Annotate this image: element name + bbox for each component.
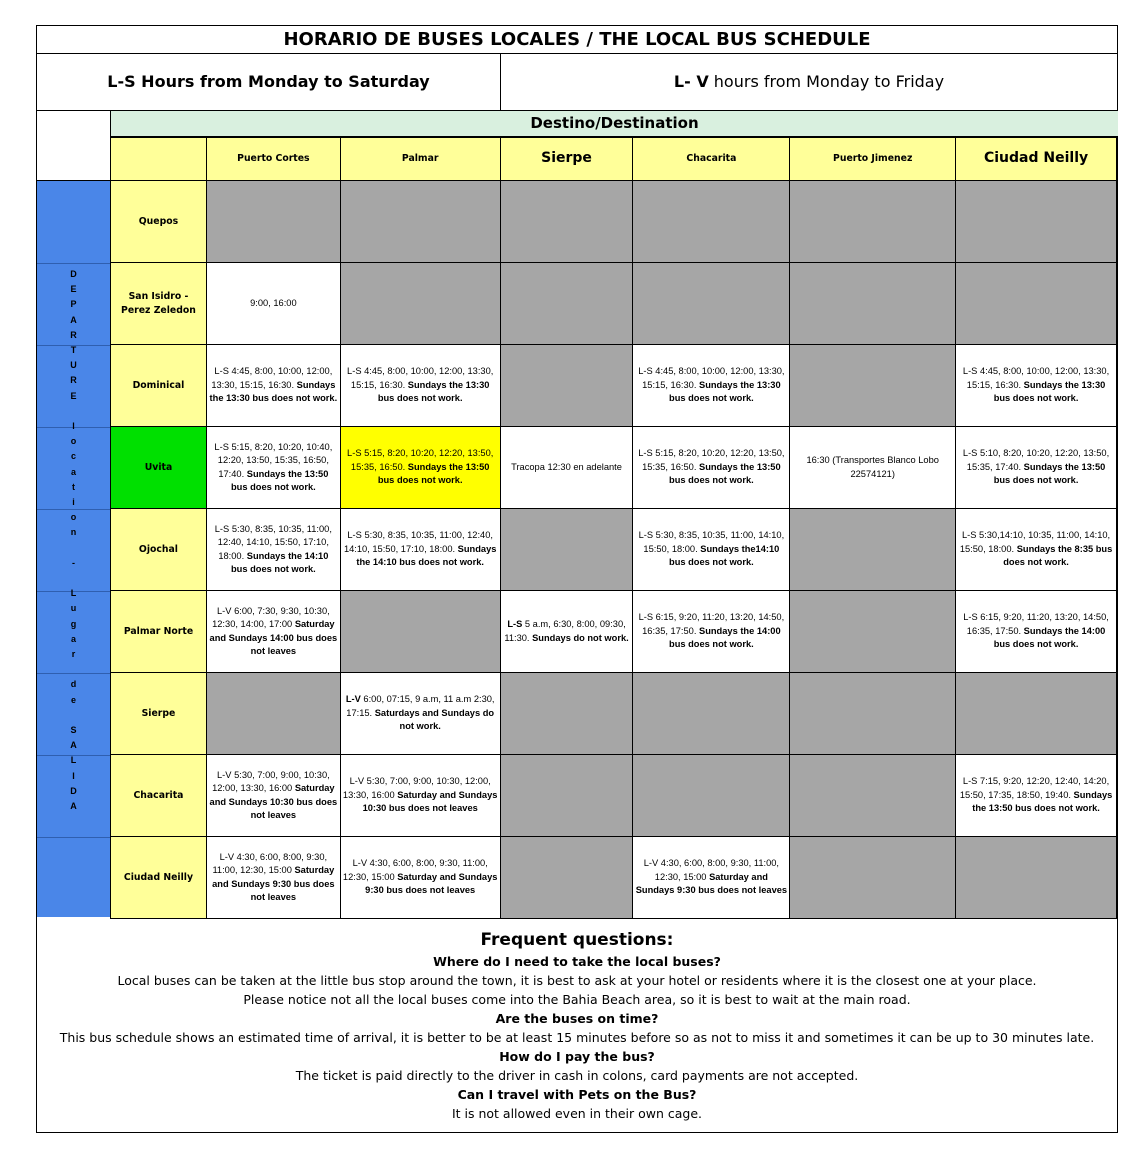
schedule-cell-ojochal-puerto-cortes (206, 509, 340, 591)
column-header-row (111, 138, 1117, 181)
schedule-cell-palmar-norte-sierpe (500, 591, 633, 673)
cell-note: Sundays the 14:00 bus does not work. (669, 625, 781, 650)
cell-times: 9:00, 16:00 (250, 297, 297, 308)
schedule-cell-dominical-ciudad-neilly (956, 345, 1117, 427)
cell-times: L-S 5:15, 8:20, 10:20, 12:20, 13:50, 15:35, 16:50. (347, 448, 494, 472)
faq-heading: Frequent questions: (480, 930, 674, 950)
cell-times: L-S 4:45, 8:00, 10:00, 12:00, 13:30, 15:15, 16:30. (962, 366, 1110, 390)
departure-label-letter: S (70, 725, 77, 735)
cell-times: L-S 4:45, 8:00, 10:00, 12:00, 13:30, 15:15, 16:30. (638, 366, 785, 390)
departure-label-letter: t (72, 481, 75, 492)
cell-times: L-S 4:45, 8:00, 10:00, 12:00, 13:30, 15:15, 16:30. (211, 366, 333, 390)
table-row (111, 755, 1117, 837)
corner-cell (37, 111, 110, 181)
table-row (111, 345, 1117, 427)
row-header-uvita: Uvita (111, 427, 207, 509)
table-row (111, 837, 1117, 919)
legend-lv-text: hours from Monday to Friday (708, 72, 945, 91)
departure-label-letter: i (72, 497, 75, 507)
departure-label-letter: a (70, 466, 76, 477)
column-header-palmar: Palmar (340, 138, 500, 181)
schedule-cell-quepos-puerto-cortes (206, 181, 340, 263)
cell-times: 5 a.m, 6:30, 8:00, 09:30, 11:30. (504, 619, 626, 643)
column-header-puerto-jimenez: Puerto Jimenez (790, 138, 956, 181)
schedule-cell-chacarita-chacarita (633, 755, 790, 837)
row-header-san-isidro-perez-zeledon: San Isidro - Perez Zeledon (111, 263, 207, 345)
cell-times: L-V 5:30, 7:00, 9:00, 10:30, 12:00, 13:30, 16:00 (342, 776, 491, 800)
table-row (111, 263, 1117, 345)
departure-label-letter: E (70, 284, 77, 295)
schedule-cell-uvita-ciudad-neilly (956, 427, 1117, 509)
schedule-cell-san-isidro-perez-zeledon-palmar (340, 263, 500, 345)
table-row (111, 427, 1117, 509)
cell-note: Sundays the 13:30 bus does not work. (209, 379, 338, 404)
cell-times: L-S 6:15, 9:20, 11:20, 13:20, 14:50, 16:35, 17:50. (963, 612, 1109, 636)
schedule-cell-dominical-sierpe (500, 345, 633, 427)
schedule-cell-chacarita-palmar (340, 755, 500, 837)
schedule-cell-sierpe-chacarita (633, 673, 790, 755)
schedule-cell-dominical-chacarita (633, 345, 790, 427)
row-header-ojochal: Ojochal (111, 509, 207, 591)
schedule-cell-ojochal-chacarita (633, 509, 790, 591)
cell-note: Sundays the 14:10 bus does not work. (356, 543, 497, 568)
departure-label-letter: T (70, 345, 77, 355)
departure-label-letter: n (70, 527, 77, 538)
row-header-dominical: Dominical (111, 345, 207, 427)
faq-section (37, 917, 1117, 1123)
departure-label-letter: c (70, 451, 76, 462)
schedule-cell-dominical-puerto-cortes (206, 345, 340, 427)
cell-times: L-V 4:30, 6:00, 8:00, 9:30, 11:00, 12:30, 15:00 (342, 858, 488, 882)
schedule-cell-ciudad-neilly-puerto-cortes (206, 837, 340, 919)
schedule-cell-chacarita-puerto-cortes (206, 755, 340, 837)
cell-note: Sundays the 13:30 bus does not work. (377, 379, 490, 404)
cell-note: Sundays the 13:30 bus does not work. (993, 379, 1106, 404)
table-row (111, 181, 1117, 263)
schedule-cell-sierpe-ciudad-neilly (956, 673, 1117, 755)
schedule-cell-ojochal-palmar (340, 509, 500, 591)
sidebar-divider (37, 263, 110, 264)
departure-label-letter: g (70, 618, 77, 629)
schedule-cell-palmar-norte-palmar (340, 591, 500, 673)
schedule-cell-uvita-chacarita (633, 427, 790, 509)
faq-question: Can I travel with Pets on the Bus? (457, 1087, 697, 1102)
schedule-cell-chacarita-sierpe (500, 755, 633, 837)
schedule-cell-ojochal-puerto-jimenez (790, 509, 956, 591)
table-row (111, 509, 1117, 591)
faq-question: How do I pay the bus? (499, 1049, 655, 1064)
schedule-cell-palmar-norte-puerto-cortes (206, 591, 340, 673)
departure-location-sidebar (37, 180, 111, 917)
schedule-cell-san-isidro-perez-zeledon-sierpe (500, 263, 633, 345)
cell-times: L-V 5:30, 7:00, 9:00, 10:30, 12:00, 13:30, 16:00 (212, 769, 330, 793)
column-header-sierpe: Sierpe (500, 138, 633, 181)
cell-note: Sundays the 14:00 bus does not work. (993, 625, 1106, 650)
schedule-cell-ojochal-ciudad-neilly (956, 509, 1117, 591)
schedule-cell-uvita-puerto-cortes (206, 427, 340, 509)
legend-ls: L-S Hours from Monday to Saturday (37, 54, 501, 111)
cell-days-code: L-S (507, 619, 523, 629)
cell-times: L-S 5:30, 8:35, 10:35, 11:00, 12:40, 14:10, 15:50, 17:10, 18:00. (214, 523, 332, 561)
cell-note: Saturday and Sundays 10:30 bus does not leaves (209, 783, 338, 820)
schedule-cell-palmar-norte-puerto-jimenez (790, 591, 956, 673)
legend-lv (501, 54, 1117, 111)
cell-note: Saturday and Sundays 9:30 bus does not leaves (212, 865, 335, 902)
faq-answer: It is not allowed even in their own cage. (451, 1106, 703, 1121)
cell-times: L-S 5:30, 8:35, 10:35, 11:00, 12:40, 14:10, 15:50, 17:10, 18:00. (343, 530, 493, 554)
schedule-cell-ciudad-neilly-puerto-jimenez (790, 837, 956, 919)
cell-times: L-S 4:45, 8:00, 10:00, 12:00, 13:30, 15:15, 16:30. (347, 366, 494, 390)
cell-note: Sundays the 13:50 bus does not work. (231, 468, 329, 492)
schedule-cell-quepos-palmar (340, 181, 500, 263)
cell-times: Tracopa 12:30 en adelante (511, 461, 622, 472)
schedule-cell-dominical-palmar (340, 345, 500, 427)
schedule-cell-ciudad-neilly-sierpe (500, 837, 633, 919)
cell-note: Sundays the 13:50 bus does not work. (669, 461, 781, 486)
legend-lv-code: L- V (673, 72, 709, 91)
cell-note: Sundays the 13:50 bus does not work. (993, 461, 1106, 486)
cell-times: L-S 7:15, 9:20, 12:20, 12:40, 14:20, 15:50, 17:35, 18:50, 19:40. (959, 776, 1110, 800)
faq-question: Are the buses on time? (495, 1011, 659, 1026)
departure-label-letter: u (70, 603, 77, 614)
schedule-cell-quepos-puerto-jimenez (790, 181, 956, 263)
schedule-cell-quepos-ciudad-neilly (956, 181, 1117, 263)
departure-label-letter: - (72, 557, 75, 568)
schedule-table (110, 137, 1117, 919)
schedule-cell-quepos-sierpe (500, 181, 633, 263)
table-row (111, 591, 1117, 673)
schedule-cell-ojochal-sierpe (500, 509, 633, 591)
cell-times: L-S 6:15, 9:20, 11:20, 13:20, 14:50, 16:35, 17:50. (638, 612, 785, 636)
sidebar-divider (37, 509, 110, 510)
cell-note: Saturdays and Sundays do not work. (374, 707, 495, 732)
schedule-cell-uvita-puerto-jimenez (790, 427, 956, 509)
departure-label-letter: U (70, 360, 77, 371)
cell-times: L-V 4:30, 6:00, 8:00, 9:30, 11:00, 12:30, 15:00 (212, 851, 328, 875)
cell-note: Sundays the14:10 bus does not work. (669, 543, 780, 568)
schedule-cell-sierpe-sierpe (500, 673, 633, 755)
schedule-cell-san-isidro-perez-zeledon-chacarita (633, 263, 790, 345)
departure-label-letter: A (70, 801, 77, 811)
cell-times: L-S 5:10, 8:20, 10:20, 12:20, 13:50, 15:35, 17:40. (962, 448, 1110, 472)
cell-times: L-S 5:15, 8:20, 10:20, 12:20, 13:50, 15:35, 16:50. (638, 448, 785, 472)
schedule-cell-ciudad-neilly-ciudad-neilly (956, 837, 1117, 919)
departure-label-letter: E (70, 390, 77, 401)
row-header-corner (111, 138, 207, 181)
column-header-puerto-cortes: Puerto Cortes (206, 138, 340, 181)
cell-note: Saturday and Sundays 9:30 bus does not leaves (365, 871, 498, 896)
departure-label-letter: P (70, 299, 77, 310)
cell-times: L-S 5:30, 8:35, 10:35, 11:00, 14:10, 15:50, 18:00. (638, 530, 785, 554)
schedule-document (36, 25, 1118, 1133)
row-header-sierpe: Sierpe (111, 673, 207, 755)
schedule-cell-palmar-norte-chacarita (633, 591, 790, 673)
cell-note: Sundays the 8:35 bus does not work. (1003, 543, 1113, 568)
cell-days-code: L-V (345, 694, 361, 705)
cell-note: Saturday and Sundays 10:30 bus does not leaves (362, 789, 498, 814)
destination-header: Destino/Destination (110, 111, 1118, 137)
schedule-cell-san-isidro-perez-zeledon-ciudad-neilly (956, 263, 1117, 345)
departure-label-letter: D (70, 269, 77, 279)
departure-label-letter: A (70, 740, 77, 751)
sidebar-divider (37, 837, 110, 838)
schedule-cell-sierpe-puerto-cortes (206, 673, 340, 755)
departure-label-letter: o (70, 436, 77, 447)
departure-label-letter: R (70, 329, 77, 340)
cell-note: Sundays the 14:10 bus does not work. (231, 550, 329, 574)
schedule-cell-chacarita-ciudad-neilly (956, 755, 1117, 837)
schedule-cell-san-isidro-perez-zeledon-puerto-jimenez (790, 263, 956, 345)
cell-note: Sundays the 13:30 bus does not work. (669, 379, 781, 404)
faq-answer: Local buses can be taken at the little bus stop around the town, it is best to ask at your hotel or residents where it is the closest one at your place. (117, 973, 1037, 988)
schedule-cell-sierpe-puerto-jimenez (790, 673, 956, 755)
departure-label-letter: d (70, 679, 77, 690)
departure-label-letter: o (70, 512, 77, 523)
departure-label-letter: L (70, 588, 77, 599)
departure-label-letter: e (70, 694, 76, 705)
cell-note: Sundays the 13:50 bus does not work. (972, 789, 1113, 814)
table-row (111, 673, 1117, 755)
page-title: HORARIO DE BUSES LOCALES / THE LOCAL BUS SCHEDULE (37, 26, 1117, 54)
schedule-cell-sierpe-palmar (340, 673, 500, 755)
departure-label-letter: I (72, 770, 75, 781)
faq-answer: Please notice not all the local buses come into the Bahia Beach area, so it is best to wait at the main road. (243, 992, 911, 1007)
schedule-cell-san-isidro-perez-zeledon-puerto-cortes (206, 263, 340, 345)
row-header-palmar-norte: Palmar Norte (111, 591, 207, 673)
cell-note: Saturday and Sundays 9:30 bus does not leaves (635, 871, 788, 896)
cell-note: Saturday and Sundays 14:00 bus does not leaves (209, 619, 338, 656)
departure-label-letter: A (70, 314, 77, 325)
sidebar-divider (37, 673, 110, 674)
schedule-cell-uvita-palmar (340, 427, 500, 509)
departure-label-letter: L (70, 755, 77, 766)
faq-answer: This bus schedule shows an estimated time of arrival, it is better to be at least 15 minutes before so as not to miss it and sometimes it can be up to 30 minutes late. (59, 1030, 1095, 1045)
column-header-ciudad-neilly: Ciudad Neilly (956, 138, 1117, 181)
departure-label-letter: R (70, 375, 77, 386)
cell-times: L-S 5:15, 8:20, 10:20, 10:40, 12:20, 13:50, 15:35, 16:50, 17:40. (214, 441, 333, 479)
departure-label-letter: r (71, 649, 76, 659)
schedule-cell-ciudad-neilly-palmar (340, 837, 500, 919)
faq-answer: The ticket is paid directly to the driver in cash in colons, card payments are not accepted. (295, 1068, 859, 1083)
schedule-cell-palmar-norte-ciudad-neilly (956, 591, 1117, 673)
row-header-chacarita: Chacarita (111, 755, 207, 837)
cell-note: Sundays the 13:50 bus does not work. (377, 461, 490, 486)
departure-label-letter: D (70, 785, 77, 796)
cell-times: 6:00, 07:15, 9 a.m, 11 a.m 2:30, 17:15. (346, 694, 495, 718)
schedule-cell-chacarita-puerto-jimenez (790, 755, 956, 837)
cell-times: L-V 4:30, 6:00, 8:00, 9:30, 11:00, 12:30, 15:00 (643, 858, 779, 882)
schedule-cell-dominical-puerto-jimenez (790, 345, 956, 427)
cell-times: L-S 5:30,14:10, 10:35, 11:00, 14:10, 15:50, 18:00. (959, 530, 1111, 554)
row-header-quepos: Quepos (111, 181, 207, 263)
schedule-cell-uvita-sierpe (500, 427, 633, 509)
faq-question: Where do I need to take the local buses? (433, 954, 721, 969)
cell-times: 16:30 (Transportes Blanco Lobo 22574121) (806, 455, 939, 479)
departure-label-letter: l (72, 421, 75, 431)
cell-note: Sundays do not work. (532, 632, 629, 643)
schedule-cell-ciudad-neilly-chacarita (633, 837, 790, 919)
cell-times: L-V 6:00, 7:30, 9:30, 10:30, 12:30, 14:00, 17:00 (212, 605, 330, 629)
row-header-ciudad-neilly: Ciudad Neilly (111, 837, 207, 919)
schedule-cell-quepos-chacarita (633, 181, 790, 263)
departure-label-letter: a (70, 633, 76, 644)
column-header-chacarita: Chacarita (633, 138, 790, 181)
